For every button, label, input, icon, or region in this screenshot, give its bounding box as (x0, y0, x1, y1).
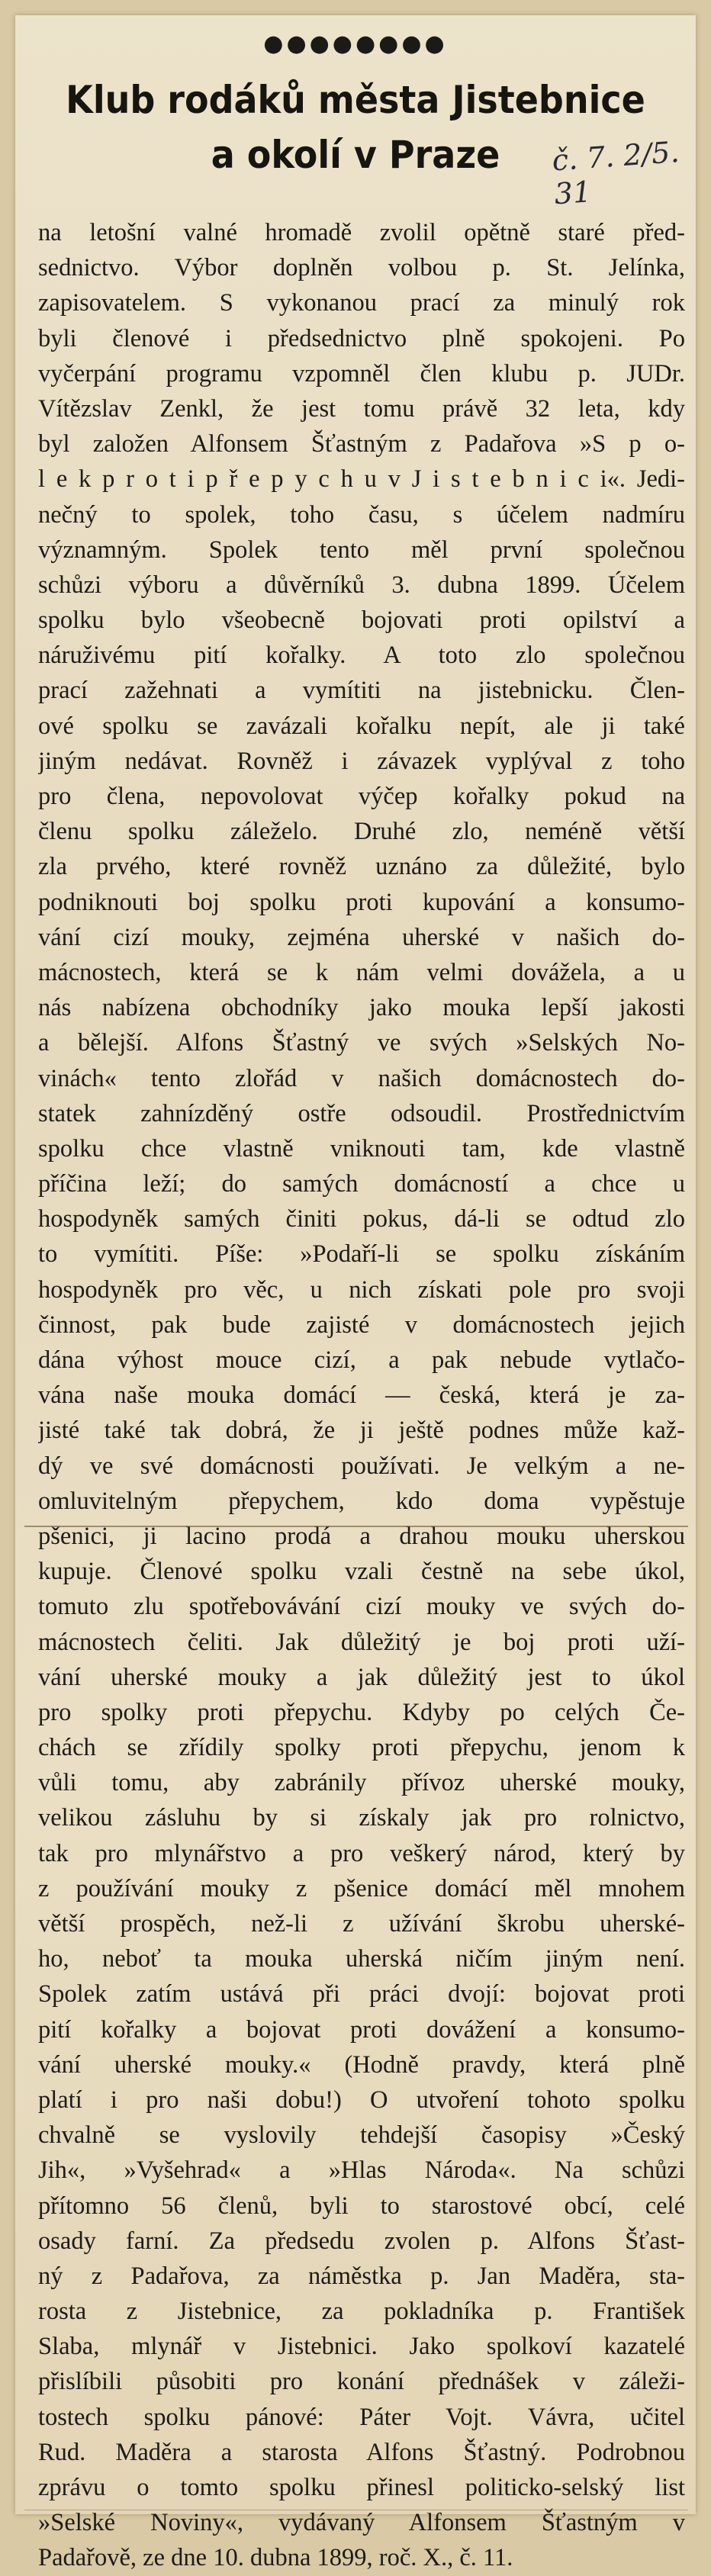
article-line: nečný to spolek, toho času, s účelem nadmíru (38, 500, 685, 529)
article-line: ové spolku se zavázali kořalku nepít, ale ji také (38, 712, 685, 740)
article-line: chvalně se vyslovily tehdejší časopisy »Český (38, 2121, 685, 2150)
article-line: Slaba, mlynář v Jistebnici. Jako spolkoví kazatelé (38, 2333, 685, 2361)
article-line: příčina leží; do samých domácností a chce u (38, 1170, 685, 1198)
article-line: hospodyněk samých činiti pokus, dá-li se odtud zlo (38, 1205, 685, 1233)
article-line: tak pro mlynářstvo a pro veškerý národ, který by (38, 1839, 685, 1867)
article-line: z používání mouky z pšenice domácí měl mnohem (38, 1874, 685, 1902)
article-line: pro člena, nepovolovat výčep kořalky pokud na (38, 783, 685, 810)
article-line: přítomno 56 členů, byli to starostové obcí, celé (38, 2192, 685, 2220)
article-line: spolku bylo všeobecně bojovati proti opilství a (38, 606, 685, 635)
article-line: Spolek zatím ustává při práci dvojí: bojovat proti (38, 1980, 685, 2008)
article-line: l e k p r o t i p ř e p y c h u v J i s t e b n i c i«. Jedi- (38, 465, 685, 494)
headline-line-1: Klub rodáků města Jistebnice (66, 78, 645, 122)
article-line: mácnostech, která se k nám velmi dovážela, a u (38, 958, 685, 986)
article-line: zprávu o tomto spolku přinesl politicko-selský list (38, 2474, 685, 2501)
article-line: spolku chce vlastně vniknouti tam, kde vlastně (38, 1134, 685, 1163)
article-line: sednictvo. Výbor doplněn volbou p. St. Jelínka, (38, 254, 685, 282)
handwritten-note: č. 7. 2/5. 31 (551, 134, 680, 211)
article-line: pití kořalky a bojovat proti dovážení a konsumo- (38, 2015, 685, 2044)
article-line: významným. Spolek tento měl první společnou (38, 535, 685, 564)
article-line: jisté také tak dobrá, že ji ještě podnes může kaž- (38, 1417, 685, 1445)
article-line: platí i pro naši dobu!) O utvoření tohoto spolku (38, 2086, 685, 2114)
column-fold-line (24, 1526, 688, 1527)
article-line: jiným nedávat. Rovněž i závazek vyplýval z toho (38, 747, 685, 775)
article-line: větší prospěch, než-li z užívání škrobu uherské- (38, 1910, 685, 1938)
article-line: statek zahnízděný ostře odsoudil. Prostřednictvím (38, 1099, 685, 1127)
article-line: Rud. Maděra a starosta Alfons Šťastný. Podrobnou (38, 2438, 685, 2466)
article-line: kupuje. Členové spolku vzali čestně na sebe úkol, (38, 1558, 685, 1586)
article-line: vůli tomu, aby zabránily přívoz uherské mouky, (38, 1769, 685, 1797)
article-line: schůzi výboru a důvěrníků 3. dubna 1899. Účelem (38, 571, 685, 599)
article-line: vání cizí mouky, zejména uherské v našich do- (38, 923, 685, 951)
article-line: vána naše mouka domácí — česká, která je za- (38, 1381, 685, 1410)
article-line: dána výhost mouce cizí, a pak nebude vytlačo- (38, 1346, 685, 1374)
article-line: nás nabízena obchodníky jako mouka lepší jakosti (38, 994, 685, 1022)
article-line: pro spolky proti přepychu. Kdyby po celých Če- (38, 1698, 685, 1726)
article-line: hospodyněk pro věc, u nich získati pole pro svoji (38, 1275, 685, 1304)
article-line: byl založen Alfonsem Šťastným z Padařova »S p o- (38, 430, 685, 458)
article-line: tostech spolku pánové: Páter Vojt. Vávra, učitel (38, 2403, 685, 2431)
article-line: Jih«, »Vyšehrad« a »Hlas Národa«. Na schůzi (38, 2156, 685, 2185)
newspaper-clipping (15, 15, 696, 2572)
article-line: to vymítiti. Píše: »Podaří-li se spolku získáním (38, 1240, 685, 1269)
article-line: velikou zásluhu by si získaly jak pro rolnictvo, (38, 1804, 685, 1832)
article-line: osady farní. Za předsedu zvolen p. Alfons Šťast- (38, 2227, 685, 2255)
article-line: ho, neboť ta mouka uherská ničím jiným není. (38, 1945, 685, 1973)
article-line: rosta z Jistebnice, za pokladníka p. František (38, 2298, 685, 2326)
article-line: tomuto zlu spotřebovávání cizí mouky ve svých do- (38, 1593, 685, 1621)
article-line: dý ve své domácnosti používati. Je velkým a ne- (38, 1452, 685, 1480)
article-line: podniknouti boj spolku proti kupování a konsumo- (38, 888, 685, 916)
article-line: zapisovatelem. S vykonanou prací za minulý rok (38, 289, 685, 317)
article-line: zla prvého, které rovněž uznáno za důležité, bylo (38, 853, 685, 881)
article-body (38, 215, 685, 2576)
article-line: chách se zřídily spolky proti přepychu, jenom k (38, 1734, 685, 1762)
article-line: vání uherské mouky a jak důležitý jest to úkol (38, 1663, 685, 1691)
ornament-dots: ●●●●●●●● (263, 31, 448, 57)
headline-line-2: a okolí v Praze (211, 133, 500, 177)
article-line: Padařově, ze dne 10. dubna 1899, roč. X., č. 11. (38, 2544, 513, 2572)
article-line: činnost, pak bude zajisté v domácnostech jejich (38, 1311, 685, 1339)
article-line: na letošní valné hromadě zvolil opětně staré před- (38, 219, 685, 246)
article-line: mácnostech čeliti. Jak důležitý je boj proti uží- (38, 1628, 685, 1656)
article-line: vinách« tento zlořád v našich domácnostech do- (38, 1064, 685, 1092)
article-line: byli členové i předsednictvo plně spokojeni. Po (38, 324, 685, 352)
article-line: a bělejší. Alfons Šťastný ve svých »Selských No- (38, 1029, 685, 1057)
article-line: přislíbili působiti pro konání přednášek v záleži- (38, 2368, 685, 2396)
article-line: omluvitelným přepychem, kdo doma vypěstuje (38, 1487, 685, 1515)
article-line: vání uherské mouky.« (Hodně pravdy, která plně (38, 2050, 685, 2079)
article-line: Vítězslav Zenkl, že jest tomu právě 32 leta, kdy (38, 394, 685, 423)
article-line: vyčerpání programu vzpomněl člen klubu p. JUDr. (38, 359, 685, 388)
article-line: »Selské Noviny«, vydávaný Alfonsem Šťastným v (38, 2509, 685, 2537)
article-line: pšenici, ji lacino prodá a drahou mouku uherskou (38, 1522, 685, 1550)
article-line: prací zažehnati a vymítiti na jistebnicku. Člen- (38, 677, 685, 705)
article-line: ný z Padařova, za náměstka p. Jan Maděra, sta- (38, 2262, 685, 2290)
article-line: členu spolku záleželo. Druhé zlo, neméně větší (38, 818, 685, 846)
article-line: náruživému pití kořalky. A toto zlo společnou (38, 642, 685, 670)
